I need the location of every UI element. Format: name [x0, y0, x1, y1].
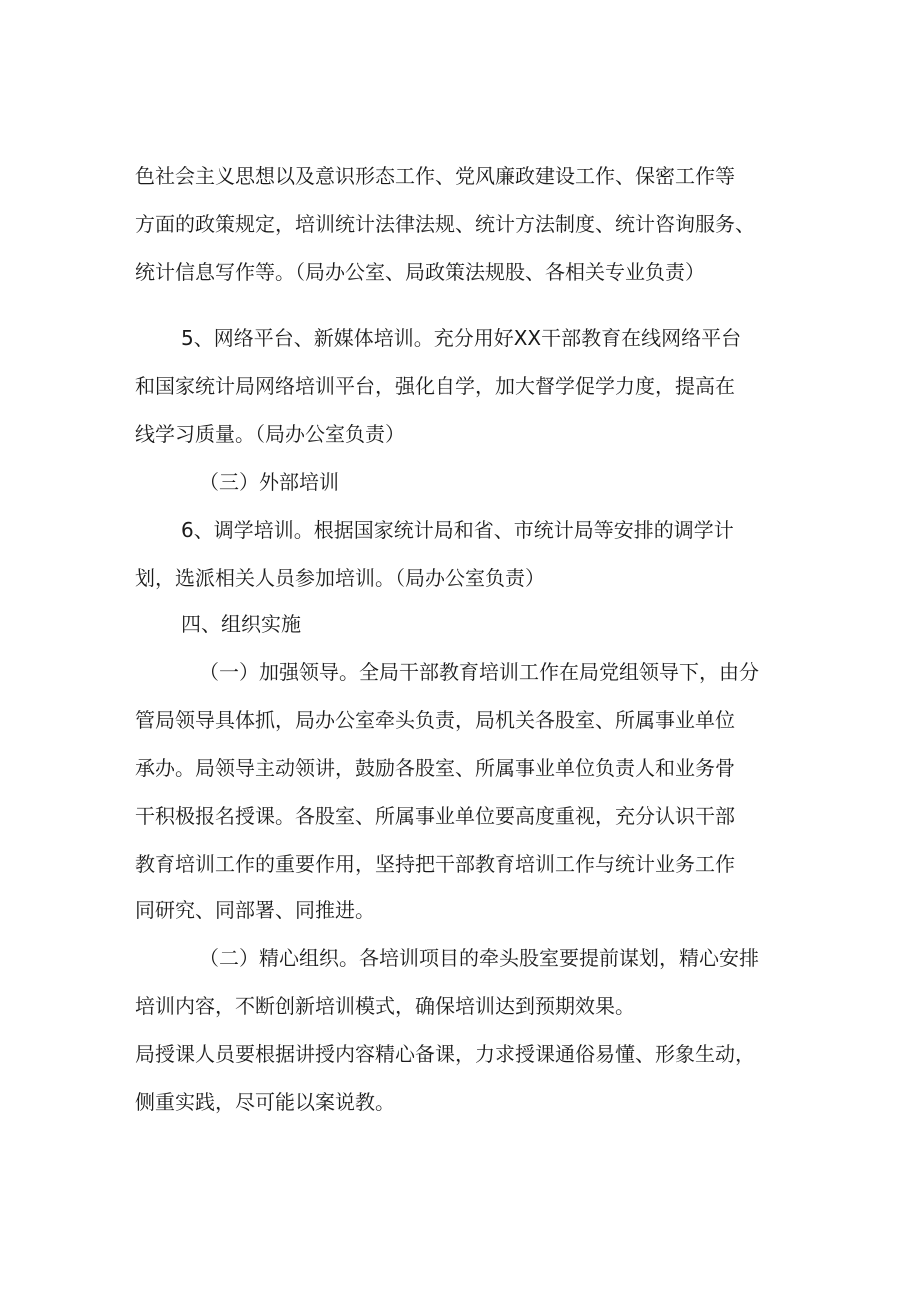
text-line: 教育培训工作的重要作用，坚持把干部教育培训工作与统计业务工作 [135, 852, 735, 876]
text-line: 侧重实践，尽可能以案说教。 [135, 1090, 395, 1114]
section-heading: （三）外部培训 [199, 470, 339, 494]
text-line: 同研究、同部署、同推进。 [135, 898, 375, 922]
text-line: 承办。局领导主动领讲，鼓励各股室、所属事业单位负责人和业务骨 [135, 756, 735, 780]
text-line: 线学习质量。（局办公室负责） [135, 422, 405, 446]
text-line: 培训内容，不断创新培训模式，确保培训达到预期效果。 [135, 994, 635, 1018]
text-line: 色社会主义思想以及意识形态工作、党风廉政建设工作、保密工作等 [135, 164, 735, 188]
text-line: 管局领导具体抓，局办公室牵头负责，局机关各股室、所属事业单位 [135, 708, 735, 732]
text-line: 统计信息写作等。（局办公室、局政策法规股、各相关专业负责） [135, 260, 705, 284]
text-line: 和国家统计局网络培训平台，强化自学，加大督学促学力度，提高在 [135, 374, 735, 398]
text-line: 干积极报名授课。各股室、所属事业单位要高度重视，充分认识干部 [135, 804, 735, 828]
text-line: 方面的政策规定，培训统计法律法规、统计方法制度、统计咨询服务、 [135, 212, 755, 236]
text-line: 局授课人员要根据讲授内容精心备课，力求授课通俗易懂、形象生动， [135, 1042, 755, 1066]
text-line: 5、网络平台、新媒体培训。充分用好XX干部教育在线网络平台 [181, 326, 742, 350]
text-line: 划，选派相关人员参加培训。（局办公室负责） [135, 566, 545, 590]
text-line: 6、调学培训。根据国家统计局和省、市统计局等安排的调学计 [181, 518, 734, 542]
text-line: （二）精心组织。各培训项目的牵头股室要提前谋划，精心安排 [199, 946, 759, 970]
text-line: （一）加强领导。全局干部教育培训工作在局党组领导下，由分 [199, 660, 759, 684]
section-heading: 四、组织实施 [181, 612, 301, 636]
